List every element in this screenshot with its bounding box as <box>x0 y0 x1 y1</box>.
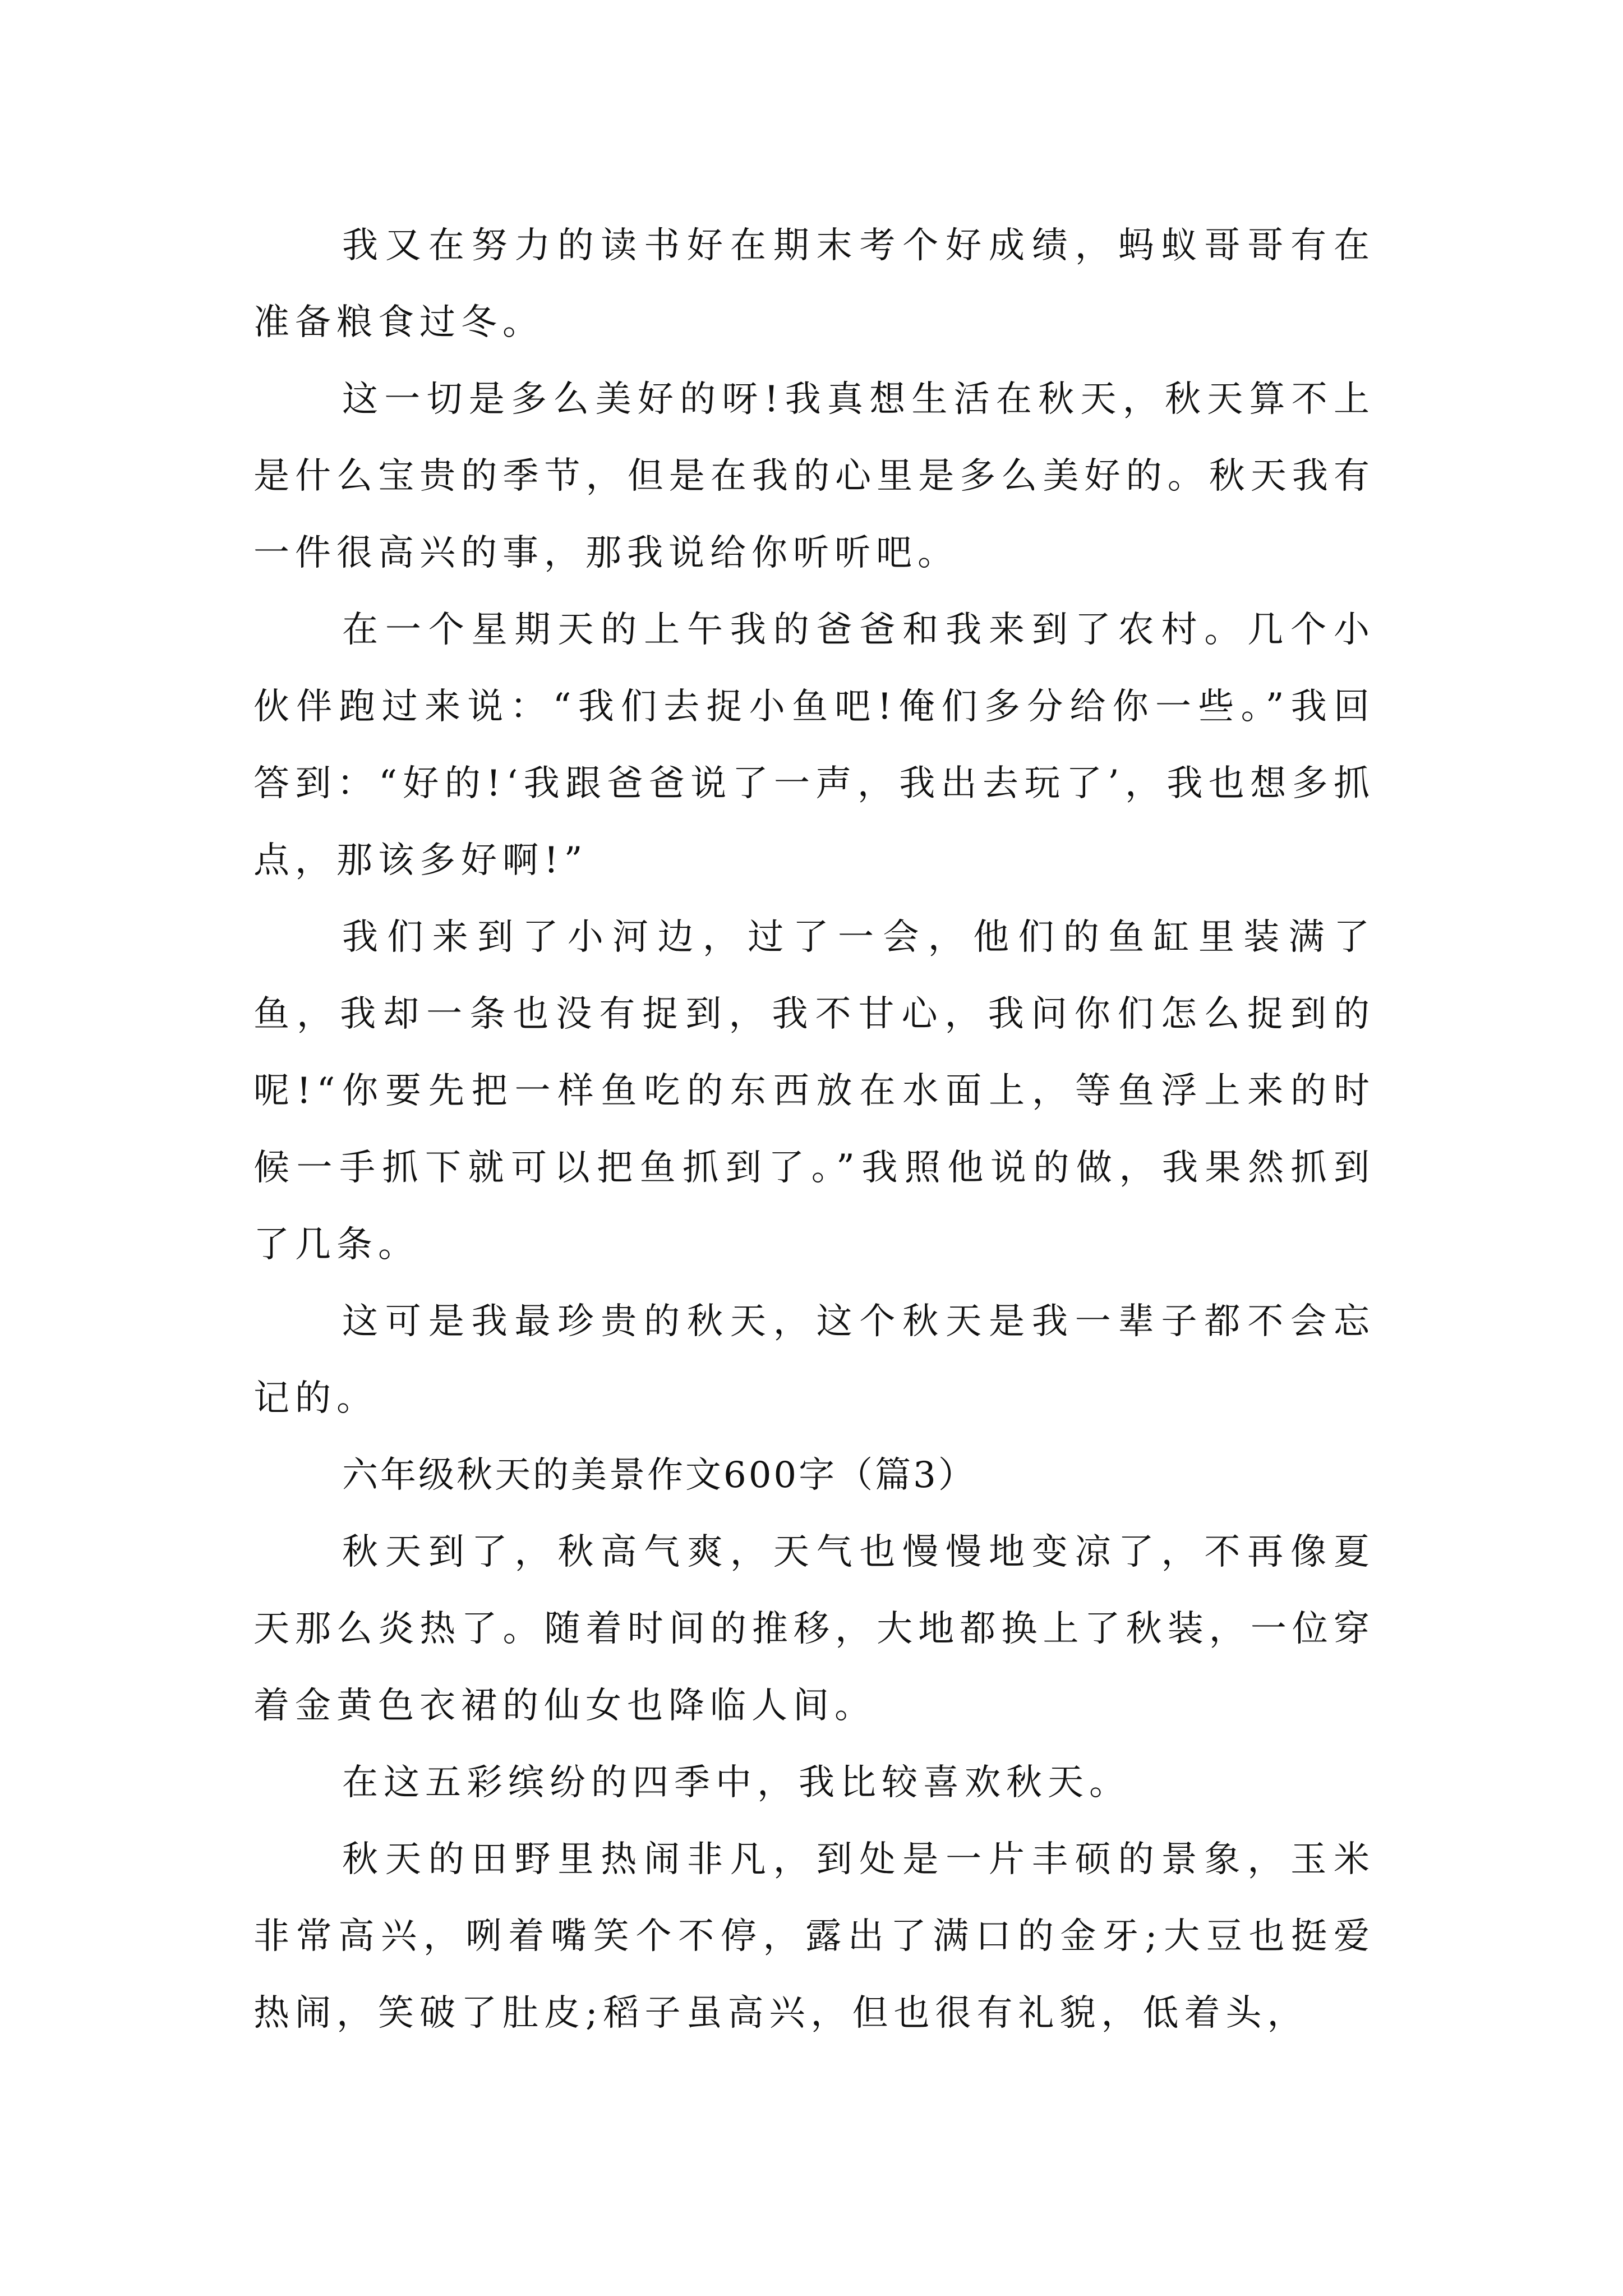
paragraph-catching-fish: 我们来到了小河边，过了一会，他们的鱼缸里装满了鱼，我却一条也没有捉到，我不甘心，我问你们怎么捉到的呢!“你要先把一样鱼吃的东西放在水面上，等鱼浮上来的时候一手抓下就可以把鱼抓到了。”我照他说的做，我果然抓到了几条。 <box>253 917 1375 1266</box>
document-body <box>253 208 1375 2052</box>
paragraph-autumn-beautiful: 这一切是多么美好的呀!我真想生活在秋天，秋天算不上是什么宝贵的季节，但是在我的心里是多么美好的。秋天我有一件很高兴的事，那我说给你听听吧。 <box>253 379 1375 574</box>
section-heading: 六年级秋天的美景作文600字（篇3） <box>342 1455 976 1496</box>
paragraph-fields: 秋天的田野里热闹非凡，到处是一片丰硕的景象，玉米非常高兴，咧着嘴笑个不停，露出了满口的金牙;大豆也挺爱热闹，笑破了肚皮;稻子虽高兴，但也很有礼貌，低着头， <box>253 1839 1375 2034</box>
paragraph-ant-brother: 我又在努力的读书好在期末考个好成绩，蚂蚁哥哥有在准备粮食过冬。 <box>253 225 1375 343</box>
paragraph-countryside: 在一个星期天的上午我的爸爸和我来到了农村。几个小伙伴跑过来说：“我们去捉小鱼吧!俺们多分给你一些。”我回答到：“好的!‘我跟爸爸说了一声，我出去玩了’，我也想多抓点，那该多好啊!” <box>253 609 1375 881</box>
paragraph-precious-autumn: 这可是我最珍贵的秋天，这个秋天是我一辈子都不会忘记的。 <box>253 1301 1375 1419</box>
paragraph-autumn-arrives: 秋天到了，秋高气爽，天气也慢慢地变凉了，不再像夏天那么炎热了。随着时间的推移，大地都换上了秋装，一位穿着金黄色衣裙的仙女也降临人间。 <box>253 1531 1375 1727</box>
paragraph-four-seasons: 在这五彩缤纷的四季中，我比较喜欢秋天。 <box>342 1762 1131 1803</box>
